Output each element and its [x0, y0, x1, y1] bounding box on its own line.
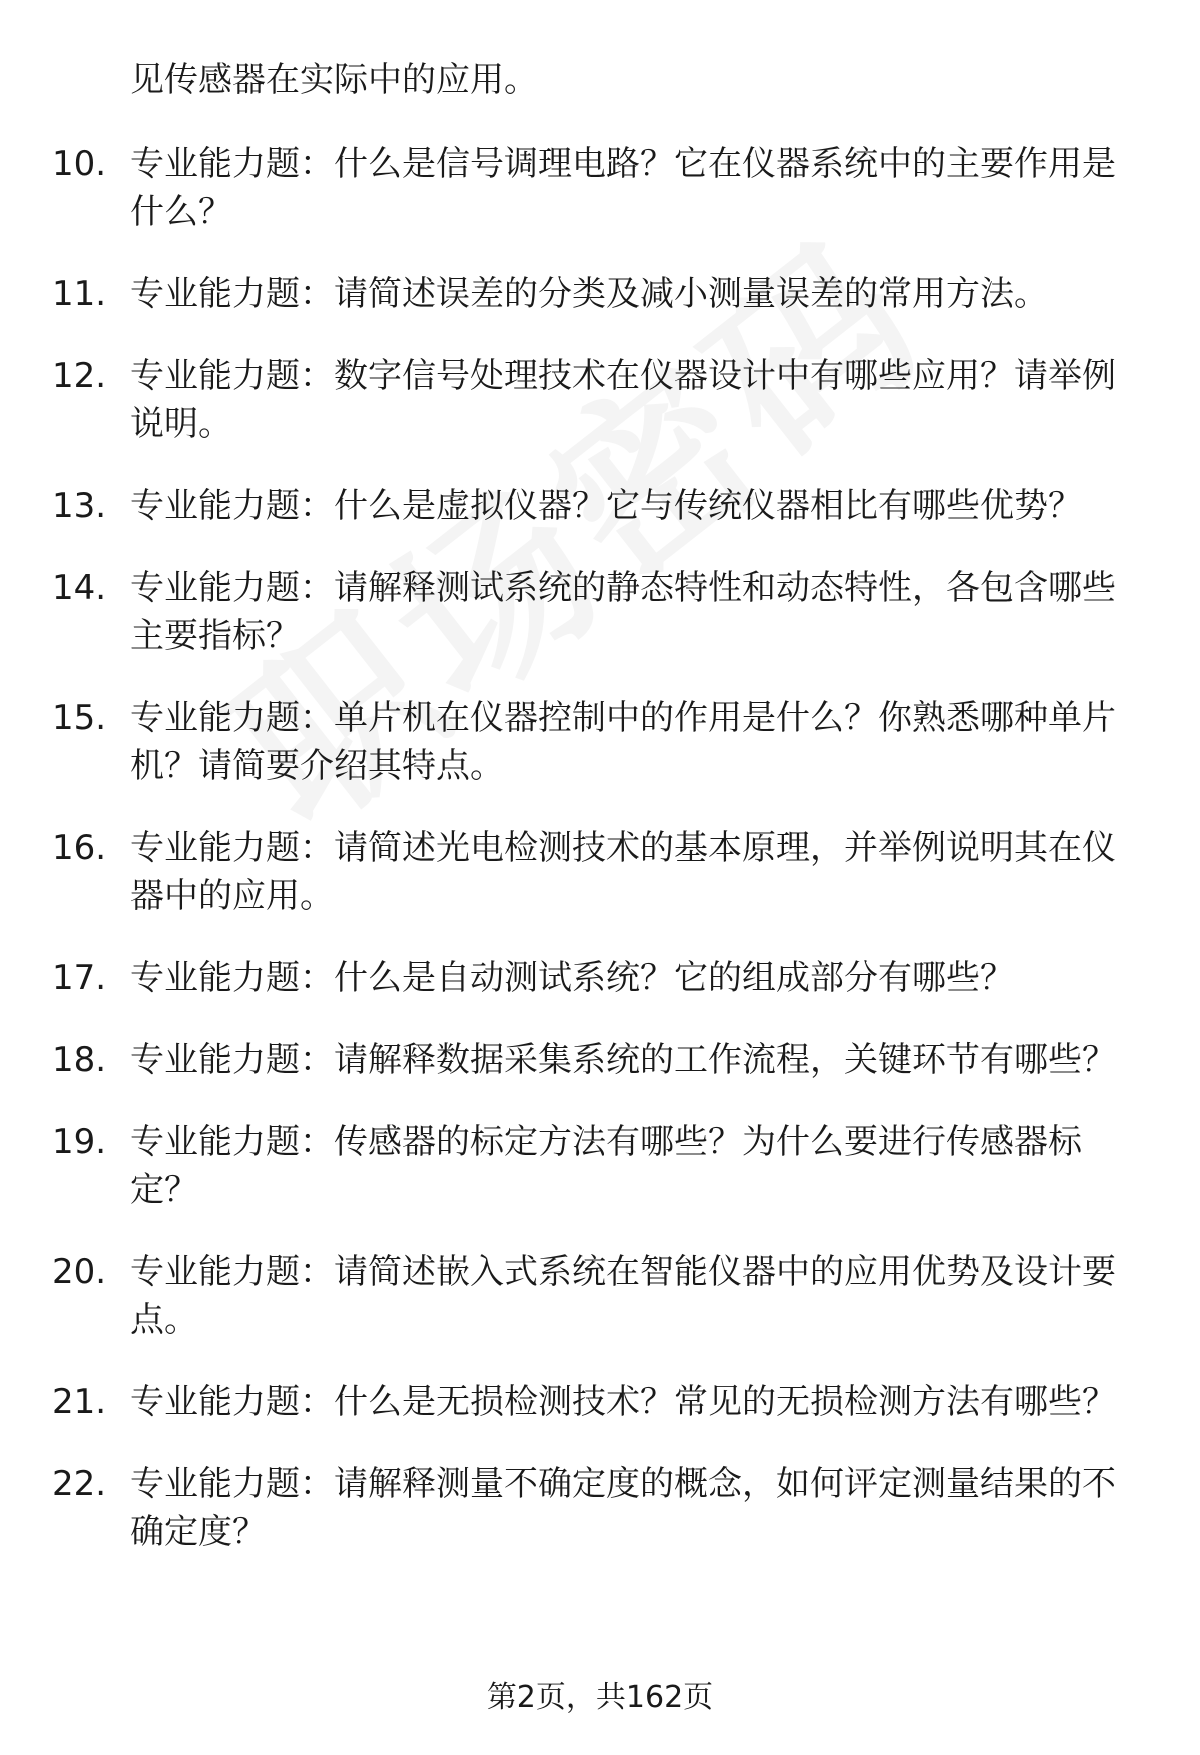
- question-text: 专业能力题：传感器的标定方法有哪些？为什么要进行传感器标定？: [130, 1122, 1082, 1210]
- question-number: 22.: [52, 1464, 107, 1504]
- question-number: 11.: [52, 274, 107, 314]
- question-item: [0, 1118, 1200, 1214]
- question-item: [0, 954, 1200, 1002]
- question-number: 16.: [52, 828, 107, 868]
- question-number: 17.: [52, 958, 107, 998]
- question-item: [0, 824, 1200, 920]
- question-item: [0, 270, 1200, 318]
- question-number: 20.: [52, 1252, 107, 1292]
- question-list: [0, 140, 1200, 1590]
- question-item: [0, 564, 1200, 660]
- question-text: 专业能力题：请解释数据采集系统的工作流程，关键环节有哪些？: [130, 1040, 1116, 1080]
- question-item: [0, 1460, 1200, 1556]
- question-text: 专业能力题：单片机在仪器控制中的作用是什么？你熟悉哪种单片机？请简要介绍其特点。: [130, 698, 1116, 786]
- question-number: 21.: [52, 1382, 107, 1422]
- question-number: 14.: [52, 568, 107, 608]
- question-number: 19.: [52, 1122, 107, 1162]
- question-item: [0, 140, 1200, 236]
- question-number: 15.: [52, 698, 107, 738]
- question-text: 专业能力题：请简述误差的分类及减小测量误差的常用方法。: [130, 274, 1048, 314]
- question-number: 13.: [52, 486, 107, 526]
- question-item: [0, 482, 1200, 530]
- page-footer: 第2页，共162页: [486, 1680, 714, 1715]
- question-text: 专业能力题：什么是信号调理电路？它在仪器系统中的主要作用是什么？: [130, 144, 1116, 232]
- question-text: 专业能力题：请解释测量不确定度的概念，如何评定测量结果的不确定度？: [130, 1464, 1116, 1552]
- question-text: 专业能力题：什么是无损检测技术？常见的无损检测方法有哪些？: [130, 1382, 1116, 1422]
- question-item: [0, 1036, 1200, 1084]
- question-text: 专业能力题：什么是虚拟仪器？它与传统仪器相比有哪些优势？: [130, 486, 1082, 526]
- question-item: [0, 352, 1200, 448]
- question-number: 12.: [52, 356, 107, 396]
- question-text: 专业能力题：请简述光电检测技术的基本原理，并举例说明其在仪器中的应用。: [130, 828, 1116, 916]
- question-item: [0, 694, 1200, 790]
- question-text: 专业能力题：数字信号处理技术在仪器设计中有哪些应用？请举例说明。: [130, 356, 1116, 444]
- question-item: [0, 1248, 1200, 1344]
- question-text: 专业能力题：什么是自动测试系统？它的组成部分有哪些？: [130, 958, 1014, 998]
- question-number: 18.: [52, 1040, 107, 1080]
- question-number: 10.: [52, 144, 107, 184]
- question-text: 专业能力题：请解释测试系统的静态特性和动态特性，各包含哪些主要指标？: [130, 568, 1116, 656]
- continuation-text: 见传感器在实际中的应用。: [130, 60, 538, 100]
- question-item: [0, 1378, 1200, 1426]
- question-text: 专业能力题：请简述嵌入式系统在智能仪器中的应用优势及设计要点。: [130, 1252, 1116, 1340]
